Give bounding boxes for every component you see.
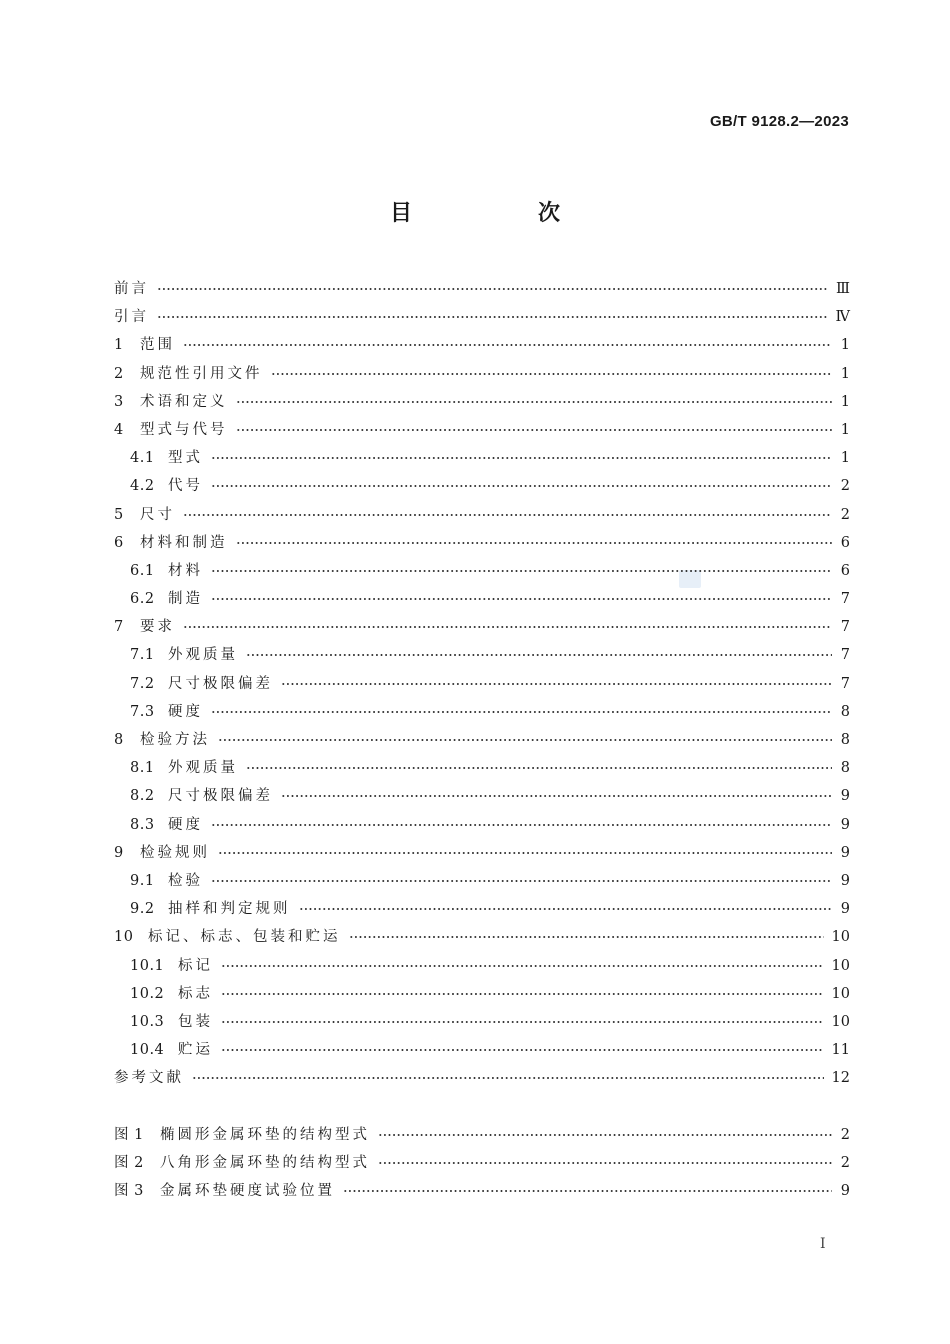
entry-number: 10.1 — [130, 957, 165, 974]
standard-code: GB/T 9128.2—2023 — [709, 113, 849, 130]
dot-leader — [236, 538, 833, 548]
entry-number: 4.2 — [130, 478, 155, 495]
entry-number: 7 — [114, 619, 124, 636]
dot-leader — [211, 707, 832, 717]
dot-leader — [281, 679, 832, 689]
table-of-contents — [114, 275, 850, 1092]
entry-number: 10.2 — [130, 985, 165, 1002]
entry-number: 6.1 — [130, 562, 155, 579]
entry-page: 2 — [840, 1155, 850, 1172]
dot-leader — [211, 820, 832, 830]
entry-page: 6 — [840, 562, 850, 579]
dot-leader — [218, 735, 832, 745]
entry-number: 9.2 — [130, 901, 155, 918]
entry-number: 4.1 — [130, 450, 155, 467]
entry-title: 硬度 — [168, 816, 203, 833]
entry-page: 9 — [840, 788, 850, 805]
entry-title: 要求 — [140, 619, 175, 636]
entry-page: 8 — [840, 732, 850, 748]
dot-leader — [211, 453, 832, 463]
toc-entry[interactable] — [114, 331, 850, 359]
toc-entry[interactable] — [114, 754, 850, 782]
entry-title: 标记、标志、包装和贮运 — [148, 929, 341, 946]
toc-entry[interactable] — [114, 980, 850, 1008]
entry-title: 标记 — [178, 957, 213, 974]
entry-number: 7.2 — [130, 675, 155, 692]
toc-entry[interactable] — [114, 839, 850, 867]
entry-page: 9 — [840, 844, 850, 861]
entry-title: 尺寸极限偏差 — [168, 788, 273, 805]
entry-page: 1 — [840, 393, 850, 410]
page-title: 目 次 — [389, 201, 612, 226]
toc-entry[interactable] — [114, 388, 850, 416]
entry-page: 1 — [840, 421, 850, 438]
entry-title: 椭圆形金属环垫的结构型式 — [160, 1127, 370, 1143]
entry-page: 9 — [840, 816, 850, 833]
dot-leader — [221, 989, 824, 999]
entry-page: 11 — [831, 1042, 850, 1059]
entry-page: Ⅲ — [836, 281, 850, 297]
entry-number: 8 — [114, 732, 124, 748]
dot-leader — [157, 284, 828, 294]
dot-leader — [211, 481, 832, 491]
entry-page: 7 — [840, 591, 850, 608]
entry-page: 9 — [840, 1183, 850, 1200]
toc-entry[interactable] — [114, 501, 850, 529]
entry-page: 8 — [840, 760, 850, 777]
entry-number: 9 — [114, 844, 124, 861]
entry-page: 2 — [840, 478, 850, 495]
toc-entry[interactable] — [114, 641, 850, 669]
entry-page: 1 — [840, 337, 850, 354]
entry-title: 材料 — [168, 562, 203, 579]
entry-title: 规范性引用文件 — [140, 365, 263, 382]
entry-title: 检验规则 — [140, 844, 210, 861]
entry-number: 3 — [114, 393, 124, 410]
toc-entry[interactable] — [114, 1008, 850, 1036]
entry-number: 6.2 — [130, 591, 155, 608]
dot-leader — [211, 594, 832, 604]
entry-page: 8 — [840, 703, 850, 720]
entry-number: 8.1 — [130, 760, 155, 777]
toc-entry[interactable] — [114, 303, 850, 331]
dot-leader — [221, 961, 824, 971]
figure-entry[interactable] — [114, 1177, 850, 1205]
entry-number: 10 — [114, 929, 134, 946]
entry-title: 贮运 — [178, 1042, 213, 1059]
dot-leader — [157, 312, 828, 322]
entry-number: 8.3 — [130, 816, 155, 833]
dot-leader — [221, 1017, 824, 1027]
entry-title: 外观质量 — [168, 760, 238, 777]
dot-leader — [349, 932, 824, 942]
entry-title: 前言 — [114, 281, 149, 297]
entry-page: 6 — [840, 534, 850, 551]
dot-leader — [246, 650, 832, 660]
entry-title: 范围 — [140, 337, 175, 354]
entry-number: 图 2 — [114, 1155, 144, 1172]
toc-entry[interactable] — [114, 670, 850, 698]
entry-number: 图 1 — [114, 1127, 144, 1143]
entry-number: 5 — [114, 506, 124, 523]
toc-entry[interactable] — [114, 782, 850, 810]
entry-number: 1 — [114, 337, 124, 354]
entry-page: 10 — [831, 957, 850, 974]
entry-title: 检验方法 — [140, 732, 210, 748]
dot-leader — [183, 622, 832, 632]
entry-page: Ⅳ — [835, 309, 850, 326]
entry-title: 八角形金属环垫的结构型式 — [160, 1155, 370, 1172]
entry-page: 7 — [840, 619, 850, 636]
toc-entry[interactable] — [114, 416, 850, 444]
dot-leader — [183, 340, 832, 350]
toc-entry[interactable] — [114, 585, 850, 613]
dot-leader — [271, 369, 833, 379]
entry-page: 9 — [840, 872, 850, 889]
toc-entry[interactable] — [114, 360, 850, 388]
dot-leader — [236, 397, 833, 407]
entry-title: 金属环垫硬度试验位置 — [160, 1183, 335, 1200]
toc-entry[interactable] — [114, 895, 850, 923]
entry-page: 7 — [840, 675, 850, 692]
toc-entry[interactable] — [114, 952, 850, 980]
entry-page: 2 — [840, 1127, 850, 1143]
entry-title: 型式与代号 — [140, 421, 228, 438]
toc-entry[interactable] — [114, 444, 850, 472]
entry-page: 1 — [840, 450, 850, 467]
entry-number: 10.4 — [130, 1042, 165, 1059]
dot-leader — [281, 791, 832, 801]
entry-title: 尺寸 — [140, 506, 175, 523]
entry-title: 包装 — [178, 1013, 213, 1030]
dot-leader — [246, 763, 832, 773]
toc-entry[interactable] — [114, 811, 850, 839]
toc-entry[interactable] — [114, 923, 850, 951]
entry-page: 2 — [840, 506, 850, 523]
entry-page: 10 — [831, 985, 850, 1002]
entry-title: 硬度 — [168, 703, 203, 720]
entry-number: 9.1 — [130, 872, 155, 889]
entry-number: 图 3 — [114, 1183, 144, 1200]
entry-title: 型式 — [168, 450, 203, 467]
entry-title: 外观质量 — [168, 647, 238, 664]
entry-title: 术语和定义 — [140, 393, 228, 410]
toc-entry[interactable] — [114, 867, 850, 895]
entry-title: 制造 — [168, 591, 203, 608]
dot-leader — [211, 876, 832, 886]
entry-title: 抽样和判定规则 — [168, 901, 291, 918]
entry-page: 1 — [840, 365, 850, 382]
toc-entry[interactable] — [114, 613, 850, 641]
entry-title: 尺寸极限偏差 — [168, 675, 273, 692]
entry-title: 材料和制造 — [140, 534, 228, 551]
entry-title: 代号 — [168, 478, 203, 495]
dot-leader — [218, 848, 832, 858]
figure-entry[interactable] — [114, 1121, 850, 1149]
figure-list — [114, 1121, 850, 1206]
toc-entry[interactable] — [114, 275, 850, 303]
figure-entry[interactable] — [114, 1149, 850, 1177]
toc-entry[interactable] — [114, 1064, 850, 1092]
toc-entry[interactable] — [114, 1036, 850, 1064]
toc-entry[interactable] — [114, 557, 850, 585]
toc-entry[interactable] — [114, 698, 850, 726]
entry-page: 9 — [840, 901, 850, 918]
entry-number: 10.3 — [130, 1013, 165, 1030]
dot-leader — [378, 1158, 832, 1168]
toc-entry[interactable] — [114, 726, 850, 754]
entry-page: 10 — [831, 1013, 850, 1030]
entry-title: 标志 — [178, 985, 213, 1002]
page-number: Ⅰ — [820, 1236, 826, 1252]
dot-leader — [211, 566, 832, 576]
entry-title: 检验 — [168, 872, 203, 889]
toc-entry[interactable] — [114, 529, 850, 557]
dot-leader — [221, 1045, 824, 1055]
entry-page: 12 — [831, 1070, 850, 1087]
dot-leader — [378, 1130, 832, 1140]
entry-page: 10 — [831, 929, 850, 946]
dot-leader — [192, 1073, 824, 1083]
entry-number: 7.3 — [130, 703, 155, 720]
toc-entry[interactable] — [114, 472, 850, 500]
entry-title: 引言 — [114, 309, 149, 326]
dot-leader — [343, 1186, 832, 1196]
entry-title: 参考文献 — [114, 1070, 184, 1087]
dot-leader — [183, 510, 832, 520]
dot-leader — [236, 425, 833, 435]
dot-leader — [299, 904, 833, 914]
entry-page: 7 — [840, 647, 850, 664]
entry-number: 4 — [114, 421, 124, 438]
entry-number: 7.1 — [130, 647, 155, 664]
entry-number: 6 — [114, 534, 124, 551]
entry-number: 8.2 — [130, 788, 155, 805]
entry-number: 2 — [114, 365, 124, 382]
